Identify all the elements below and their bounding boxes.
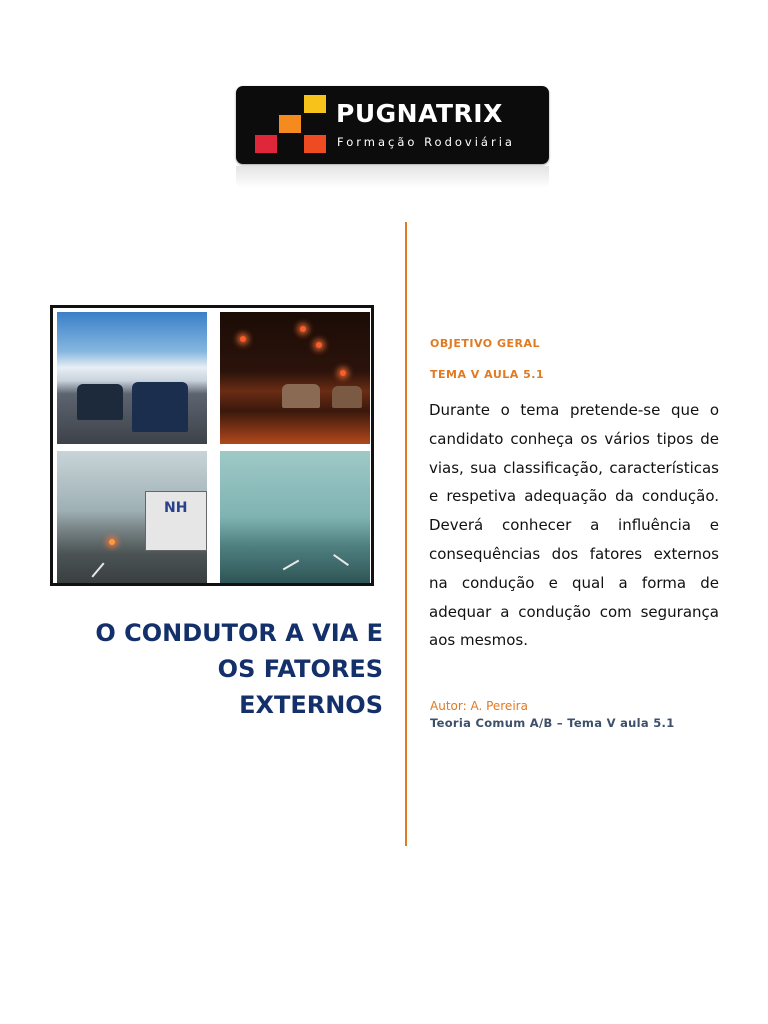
logo-name: PUGNATRIX (336, 99, 503, 128)
vertical-divider (405, 222, 407, 846)
truck (145, 491, 207, 551)
photo-night-road (220, 312, 370, 444)
logo-square-pink (255, 135, 277, 153)
pugnatrix-logo (236, 86, 549, 164)
objective-body: Durante o tema pretende-se que o candidato conheça os vários tipos de vias, sua classificação, características e respetiva adequação da condução. Deverá conhecer a influência e consequências dos fatores externos na condução e qual a forma de adequar a condução com segurança aos mesmos. (429, 401, 719, 650)
photo-collage (50, 305, 374, 586)
footer-course-line: Teoria Comum A/B – Tema V aula 5.1 (430, 716, 675, 730)
logo-square-orange (279, 115, 301, 133)
objective-heading: OBJETIVO GERAL (430, 337, 540, 350)
title-line-1: O CONDUTOR A VIA E (95, 619, 383, 647)
title-line-3: EXTERNOS (239, 691, 383, 719)
photo-foggy-road (220, 451, 370, 583)
truck-logo-text: NH (164, 500, 188, 516)
logo-square-red (304, 135, 326, 153)
logo-square-yellow (304, 95, 326, 113)
photo-rainy-truck (57, 451, 207, 583)
document-title (40, 615, 383, 723)
logo-subtitle: Formação Rodoviária (337, 135, 515, 149)
title-line-2: OS FATORES (217, 655, 383, 683)
logo-reflection (236, 166, 549, 188)
photo-mountain-traffic (57, 312, 207, 444)
author-line: Autor: A. Pereira (430, 699, 528, 713)
topic-heading: TEMA V AULA 5.1 (430, 368, 545, 381)
